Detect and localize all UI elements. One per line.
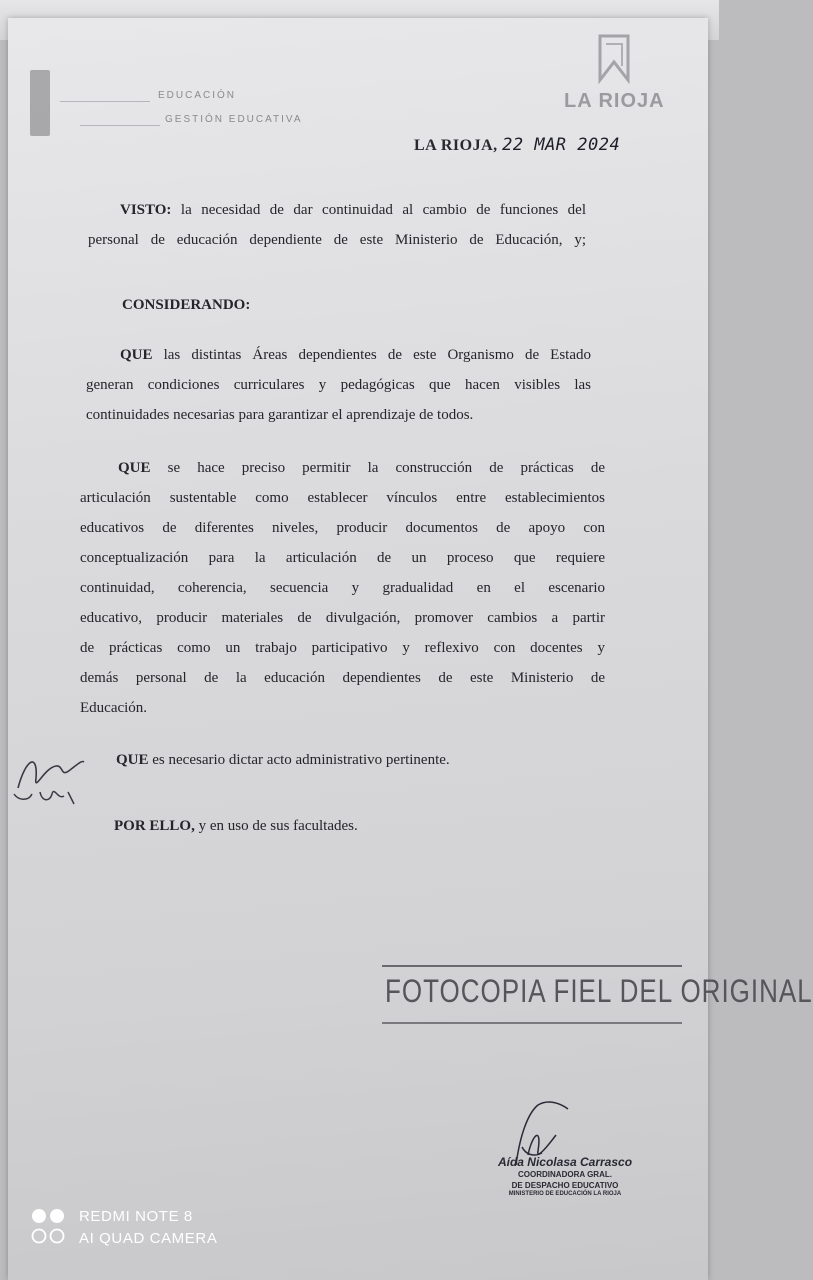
visto-paragraph <box>88 195 586 255</box>
date-line <box>414 135 620 155</box>
header-rule <box>80 125 160 126</box>
que2-line-8: demás personal de la educación dependientes de este Ministerio de <box>80 670 605 686</box>
signatory-role-1: COORDINADORA GRAL. <box>518 1170 612 1179</box>
handwritten-date: 22 MAR 2024 <box>502 135 621 155</box>
que2-line-6: educativo, producir materiales de divulgación, promover cambios a partir <box>80 610 605 626</box>
visto-line-1: VISTO: la necesidad de dar continuidad al cambio de funciones del <box>120 202 587 218</box>
camera-watermark <box>79 1206 217 1250</box>
que-paragraph-2 <box>80 453 605 723</box>
que2-line-5: continuidad, coherencia, secuencia y gradualidad en el escenario <box>80 580 605 596</box>
watermark-line-1: REDMI NOTE 8 <box>79 1208 193 1225</box>
que1-line-2: generan condiciones curriculares y pedagógicas que hacen visibles las <box>86 377 591 393</box>
que1-line-3: continuidades necesarias para garantizar el aprendizaje de todos. <box>86 407 474 423</box>
visto-line-2: personal de educación dependiente de este Ministerio de Educación, y; <box>88 232 586 248</box>
que2-line-2: articulación sustentable como establecer vínculos entre establecimientos <box>80 490 605 506</box>
binder-tab <box>30 70 50 136</box>
date-place: LA RIOJA, <box>414 137 498 154</box>
que-paragraph-1 <box>86 340 591 430</box>
por-ello-label: POR ELLO, <box>114 818 195 834</box>
signatory-name: Aída Nicolasa Carrasco <box>497 1155 633 1169</box>
ministry-line-2: GESTIÓN EDUCATIVA <box>165 114 303 125</box>
signatory-role-2: DE DESPACHO EDUCATIVO <box>511 1181 619 1190</box>
que2-line-9: Educación. <box>80 700 148 716</box>
logo-text: LA RIOJA <box>564 90 665 112</box>
que-paragraph-3: QUE es necesario dictar acto administrativo pertinente. <box>116 752 450 768</box>
ministry-line-1: EDUCACIÓN <box>158 90 237 101</box>
que2-line-3: educativos de diferentes niveles, producir documentos de apoyo con <box>80 520 605 536</box>
margin-initials-icon <box>8 748 88 806</box>
que-label: QUE <box>118 460 151 476</box>
signature-block <box>480 1155 650 1197</box>
que2-line-1: QUE se hace preciso permitir la construcción de prácticas de <box>118 460 605 476</box>
visto-label: VISTO: <box>120 202 172 218</box>
que-label: QUE <box>120 347 153 363</box>
que2-line-7: de prácticas como un trabajo participativo y reflexivo con docentes y <box>80 640 605 656</box>
que-label: QUE <box>116 752 149 768</box>
que2-line-4: conceptualización para la articulación de un proceso que requiere <box>80 550 605 566</box>
header-rule <box>60 101 150 102</box>
considerando-heading: CONSIDERANDO: <box>122 297 251 313</box>
signatory-ministry: MINISTERIO DE EDUCACIÓN LA RIOJA <box>508 1191 622 1197</box>
camera-lens-icon <box>30 1207 66 1247</box>
la-rioja-logo-icon <box>596 32 632 84</box>
por-ello-paragraph: POR ELLO, y en uso de sus facultades. <box>114 818 358 834</box>
que1-line-1: QUE las distintas Áreas dependientes de este Organismo de Estado <box>120 347 592 363</box>
stamp-text: FOTOCOPIA FIEL DEL ORIGINAL <box>385 972 813 1010</box>
watermark-line-2: AI QUAD CAMERA <box>79 1230 218 1247</box>
